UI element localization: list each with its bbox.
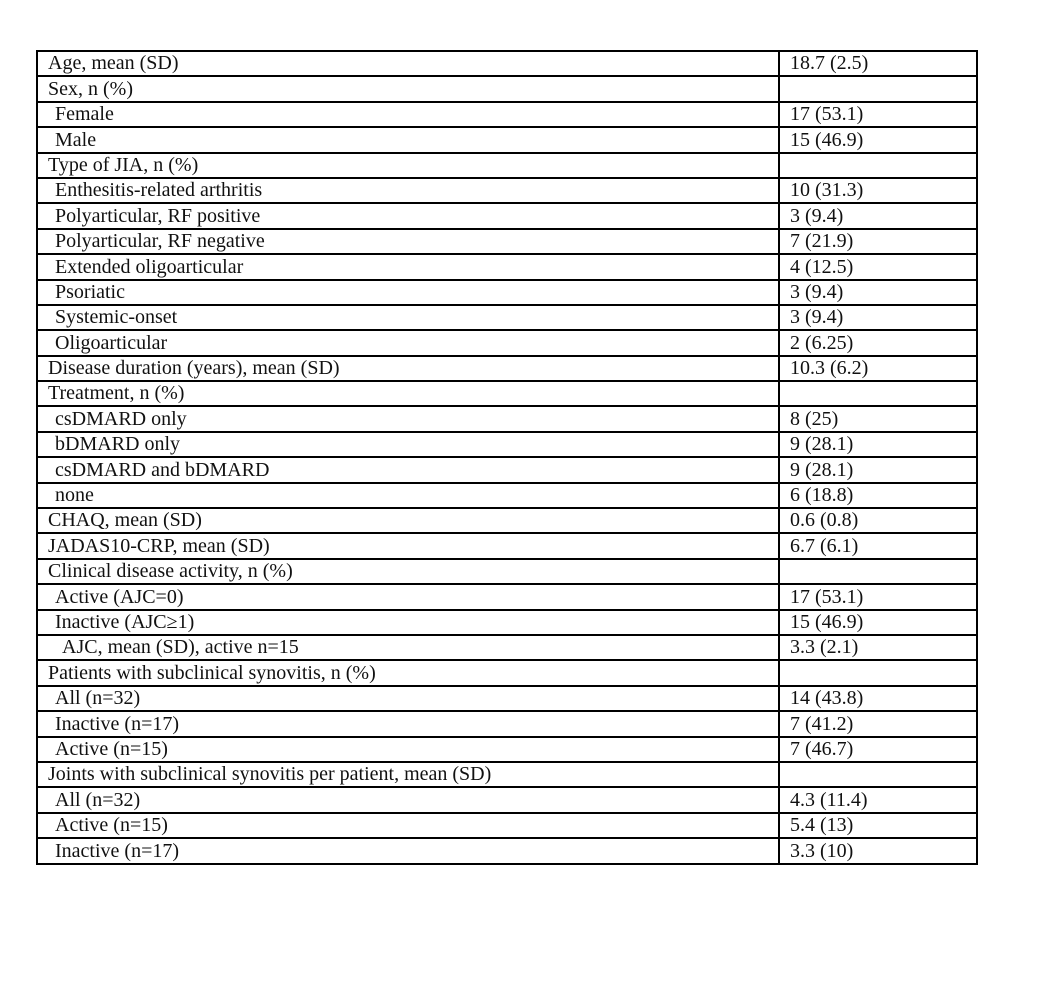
table-row-category xyxy=(37,533,977,558)
row-value: 10 (31.3) xyxy=(779,178,977,203)
row-value xyxy=(779,660,977,685)
table-row xyxy=(37,635,977,660)
row-label: csDMARD only xyxy=(37,406,779,431)
table-row-category xyxy=(37,76,977,101)
table-row-category xyxy=(37,660,977,685)
table-row-category xyxy=(37,381,977,406)
row-label: CHAQ, mean (SD) xyxy=(37,508,779,533)
row-value: 17 (53.1) xyxy=(779,102,977,127)
table-row-category xyxy=(37,153,977,178)
row-label: Active (n=15) xyxy=(37,813,779,838)
table-row xyxy=(37,229,977,254)
table-row xyxy=(37,838,977,863)
table-row-category xyxy=(37,559,977,584)
row-value: 9 (28.1) xyxy=(779,457,977,482)
row-label: Active (n=15) xyxy=(37,737,779,762)
row-value: 8 (25) xyxy=(779,406,977,431)
table-row xyxy=(37,280,977,305)
row-value: 7 (21.9) xyxy=(779,229,977,254)
row-label: Disease duration (years), mean (SD) xyxy=(37,356,779,381)
row-value: 5.4 (13) xyxy=(779,813,977,838)
table-row xyxy=(37,305,977,330)
row-label: JADAS10-CRP, mean (SD) xyxy=(37,533,779,558)
row-label: Type of JIA, n (%) xyxy=(37,153,779,178)
row-value: 7 (46.7) xyxy=(779,737,977,762)
row-label: All (n=32) xyxy=(37,787,779,812)
table-row xyxy=(37,330,977,355)
row-label: Age, mean (SD) xyxy=(37,51,779,76)
row-label: Polyarticular, RF negative xyxy=(37,229,779,254)
row-label: Psoriatic xyxy=(37,280,779,305)
table-row xyxy=(37,610,977,635)
row-value: 6 (18.8) xyxy=(779,483,977,508)
row-value: 6.7 (6.1) xyxy=(779,533,977,558)
row-value: 15 (46.9) xyxy=(779,127,977,152)
row-value: 7 (41.2) xyxy=(779,711,977,736)
row-label: Inactive (n=17) xyxy=(37,711,779,736)
table-row xyxy=(37,711,977,736)
table-row xyxy=(37,127,977,152)
row-value: 3 (9.4) xyxy=(779,203,977,228)
table-row xyxy=(37,178,977,203)
row-label: Polyarticular, RF positive xyxy=(37,203,779,228)
row-label: Clinical disease activity, n (%) xyxy=(37,559,779,584)
row-label: Joints with subclinical synovitis per patient, mean (SD) xyxy=(37,762,779,787)
row-value: 10.3 (6.2) xyxy=(779,356,977,381)
table-row xyxy=(37,203,977,228)
row-value xyxy=(779,762,977,787)
row-label: All (n=32) xyxy=(37,686,779,711)
table-row xyxy=(37,102,977,127)
row-value xyxy=(779,153,977,178)
row-value: 17 (53.1) xyxy=(779,584,977,609)
table-body xyxy=(37,51,977,864)
row-value: 3 (9.4) xyxy=(779,280,977,305)
row-value: 3 (9.4) xyxy=(779,305,977,330)
row-value: 15 (46.9) xyxy=(779,610,977,635)
row-label: Male xyxy=(37,127,779,152)
row-label: Active (AJC=0) xyxy=(37,584,779,609)
row-value xyxy=(779,559,977,584)
table-row-category xyxy=(37,762,977,787)
row-label: AJC, mean (SD), active n=15 xyxy=(37,635,779,660)
row-label: Enthesitis-related arthritis xyxy=(37,178,779,203)
row-value: 4 (12.5) xyxy=(779,254,977,279)
table-row xyxy=(37,737,977,762)
row-label: Treatment, n (%) xyxy=(37,381,779,406)
row-value xyxy=(779,76,977,101)
patient-characteristics-table xyxy=(36,50,978,865)
row-label: Sex, n (%) xyxy=(37,76,779,101)
row-label: Systemic-onset xyxy=(37,305,779,330)
row-label: Oligoarticular xyxy=(37,330,779,355)
row-value: 14 (43.8) xyxy=(779,686,977,711)
table-row-category xyxy=(37,51,977,76)
row-value: 0.6 (0.8) xyxy=(779,508,977,533)
row-label: Female xyxy=(37,102,779,127)
row-value: 18.7 (2.5) xyxy=(779,51,977,76)
table-row xyxy=(37,686,977,711)
table-row xyxy=(37,584,977,609)
row-label: Inactive (n=17) xyxy=(37,838,779,863)
table-row xyxy=(37,483,977,508)
row-label: Patients with subclinical synovitis, n (%) xyxy=(37,660,779,685)
table-row-category xyxy=(37,356,977,381)
row-value: 2 (6.25) xyxy=(779,330,977,355)
row-label: csDMARD and bDMARD xyxy=(37,457,779,482)
row-value xyxy=(779,381,977,406)
row-value: 3.3 (2.1) xyxy=(779,635,977,660)
table-row xyxy=(37,254,977,279)
row-label: bDMARD only xyxy=(37,432,779,457)
row-value: 4.3 (11.4) xyxy=(779,787,977,812)
row-label: Extended oligoarticular xyxy=(37,254,779,279)
table-row-category xyxy=(37,508,977,533)
row-value: 3.3 (10) xyxy=(779,838,977,863)
table-row xyxy=(37,813,977,838)
table-row xyxy=(37,432,977,457)
row-label: Inactive (AJC≥1) xyxy=(37,610,779,635)
row-label: none xyxy=(37,483,779,508)
row-value: 9 (28.1) xyxy=(779,432,977,457)
table-row xyxy=(37,787,977,812)
table-row xyxy=(37,457,977,482)
table-row xyxy=(37,406,977,431)
